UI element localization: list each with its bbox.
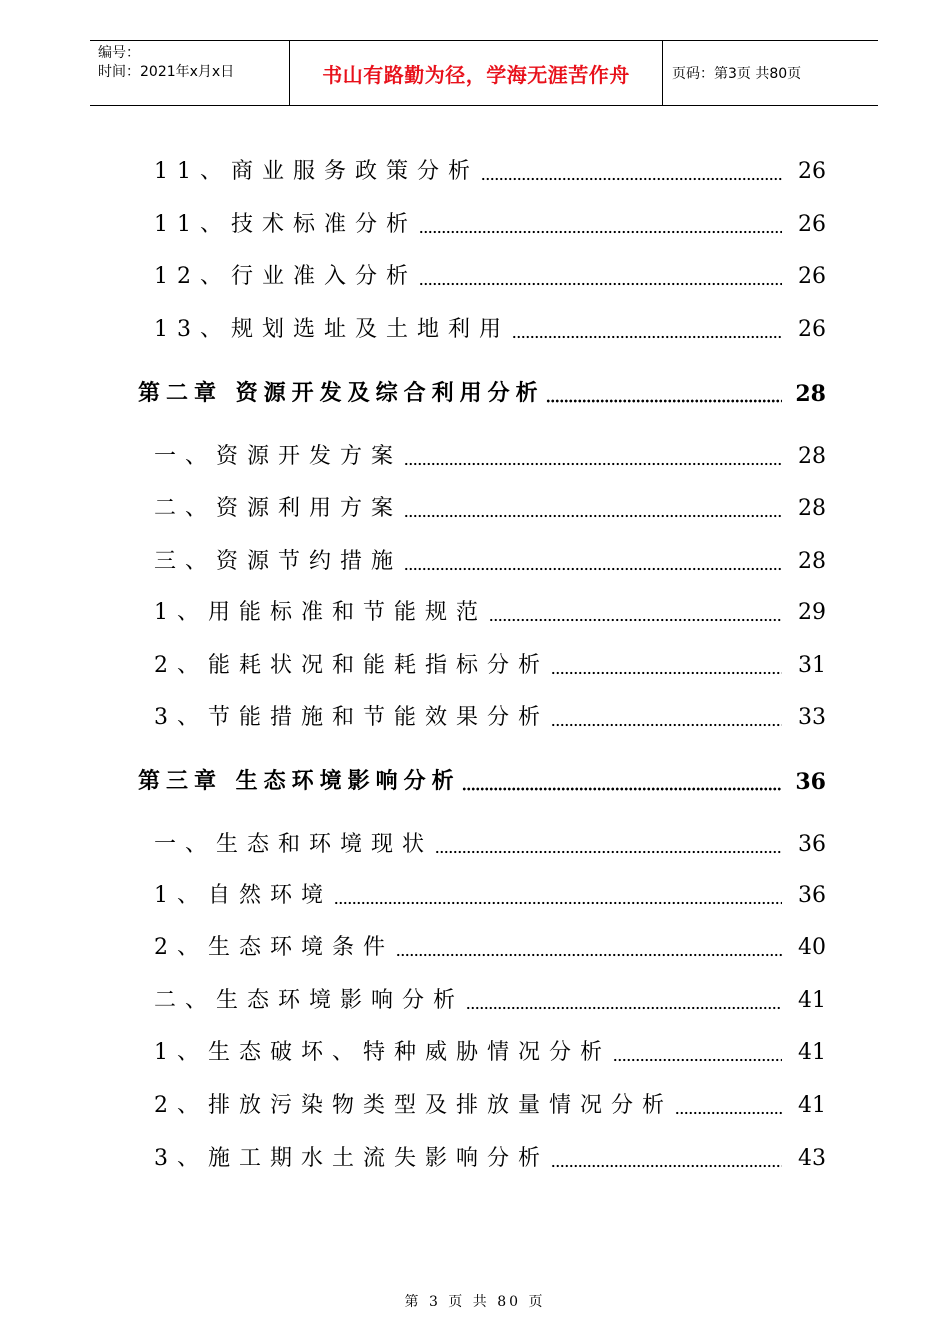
toc-item-row[interactable] [0,1088,950,1124]
header-motto: 书山有路勤为径，学海无涯苦作舟 [322,62,630,87]
toc-item-row[interactable] [0,154,950,190]
toc-entry-label: 12、行业准入分析 [154,264,417,289]
toc-dot-leader [551,700,782,727]
toc-entry-label: 第三章 生态环境影响分析 [138,769,460,794]
toc-dot-leader [546,376,782,403]
toc-item-row[interactable] [0,595,950,631]
toc-entry-label: 11、商业服务政策分析 [154,159,479,184]
toc-page-number: 28 [795,381,826,407]
toc-dot-leader [489,595,782,622]
toc-item-row[interactable] [0,1035,950,1071]
toc-item-row[interactable] [0,930,950,966]
document-number-label: 编号： [98,45,140,61]
toc-entry-label: 第二章 资源开发及综合利用分析 [138,381,544,406]
toc-page-number: 28 [798,444,826,469]
toc-chapter-row[interactable] [0,376,950,412]
toc-entry-label: 1、用能标准和节能规范 [154,600,487,625]
toc-dot-leader [481,154,782,181]
toc-entry-label: 二、资源利用方案 [154,496,403,521]
toc-chapter-row[interactable] [0,764,950,800]
toc-entry-label: 一、资源开发方案 [154,444,403,469]
page-header [90,40,878,106]
toc-entry-label: 2、生态环境条件 [154,935,394,960]
toc-dot-leader [466,983,782,1010]
toc-dot-leader [404,491,782,518]
toc-item-row[interactable] [0,312,950,348]
toc-item-row[interactable] [0,544,950,580]
header-motto-cell [290,41,663,105]
toc-item-row[interactable] [0,207,950,243]
toc-entry-label: 二、生态环境影响分析 [154,988,465,1013]
toc-page-number: 41 [798,988,826,1013]
toc-page-number: 26 [798,212,826,237]
toc-dot-leader [435,827,782,854]
toc-dot-leader [334,878,782,905]
toc-page-number: 28 [798,549,826,574]
toc-dot-leader [404,439,782,466]
toc-item-row[interactable] [0,827,950,863]
toc-entry-label: 13、规划选址及土地利用 [154,317,510,342]
toc-dot-leader [613,1035,782,1062]
toc-dot-leader [419,259,782,286]
toc-page-number: 36 [798,883,826,908]
toc-dot-leader [512,312,782,339]
toc-entry-label: 一、生态和环境现状 [154,832,434,857]
toc-item-row[interactable] [0,259,950,295]
toc-dot-leader [419,207,782,234]
toc-entry-label: 2、排放污染物类型及排放量情况分析 [154,1093,673,1118]
header-page-cell [663,41,878,105]
toc-entry-label: 1、自然环境 [154,883,332,908]
header-info-cell [90,41,290,105]
toc-page-number: 36 [798,832,826,857]
toc-dot-leader [396,930,782,957]
toc-page-number: 29 [798,600,826,625]
toc-page-number: 33 [798,705,826,730]
toc-item-row[interactable] [0,878,950,914]
toc-entry-label: 1、生态破坏、特种威胁情况分析 [154,1040,611,1065]
toc-item-row[interactable] [0,983,950,1019]
toc-dot-leader [551,1141,782,1168]
toc-page-number: 31 [798,653,826,678]
toc-item-row[interactable] [0,1141,950,1177]
toc-dot-leader [675,1088,782,1115]
toc-dot-leader [551,648,782,675]
toc-dot-leader [462,764,782,791]
toc-page-number: 41 [798,1093,826,1118]
toc-page-number: 26 [798,264,826,289]
header-page-info: 页码：第3页 共80页 [672,66,802,82]
toc-page-number: 40 [798,935,826,960]
toc-page-number: 26 [798,317,826,342]
toc-entry-label: 3、节能措施和节能效果分析 [154,705,549,730]
toc-item-row[interactable] [0,648,950,684]
toc-entry-label: 三、资源节约措施 [154,549,403,574]
toc-page-number: 28 [798,496,826,521]
toc-item-row[interactable] [0,491,950,527]
page-footer: 第 3 页 共 80 页 [404,1294,546,1310]
document-time-label: 时间：2021年x月x日 [98,64,235,80]
toc-page-number: 43 [798,1146,826,1171]
toc-item-row[interactable] [0,439,950,475]
toc-entry-label: 2、能耗状况和能耗指标分析 [154,653,549,678]
toc-page-number: 26 [798,159,826,184]
toc-page-number: 36 [795,769,826,795]
toc-page-number: 41 [798,1040,826,1065]
toc-entry-label: 3、施工期水土流失影响分析 [154,1146,549,1171]
toc-dot-leader [404,544,782,571]
toc-entry-label: 11、技术标准分析 [154,212,417,237]
toc-item-row[interactable] [0,700,950,736]
